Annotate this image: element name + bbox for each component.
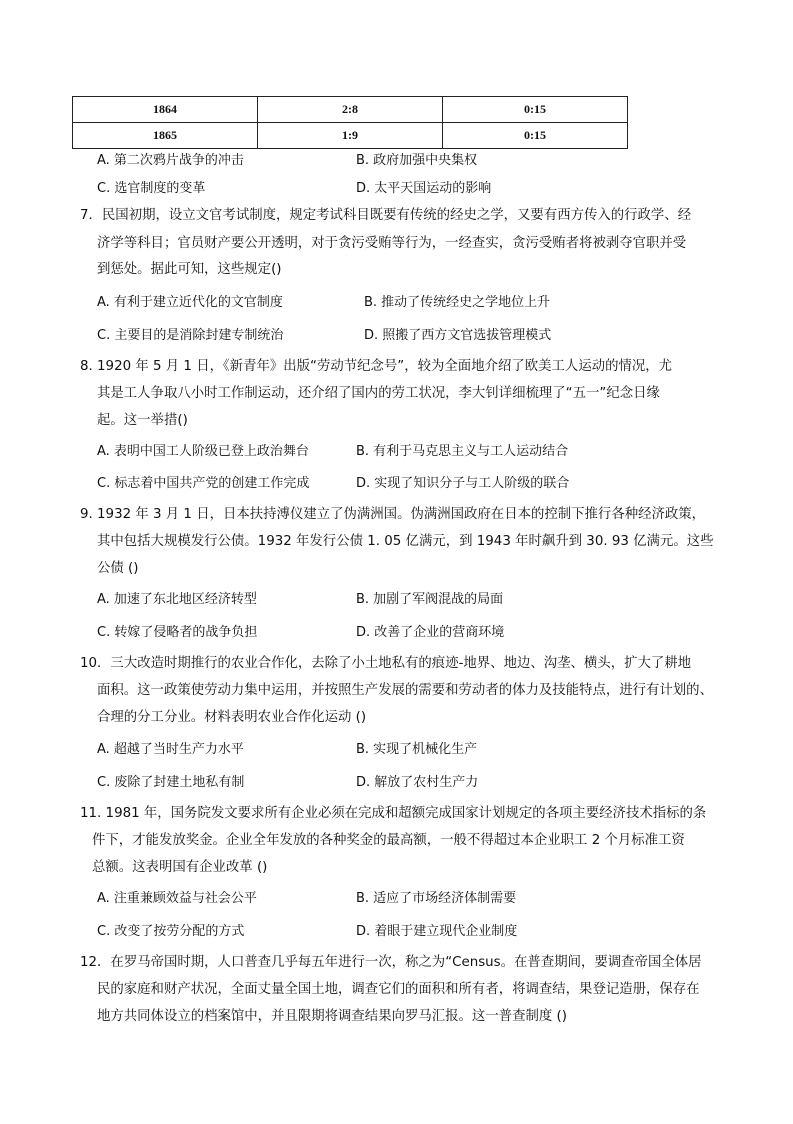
table-row bbox=[73, 97, 628, 123]
q10-option-b: B. 实现了机械化生产 bbox=[356, 742, 478, 757]
q8-stem-line: 其是工人争取八小时工作制运动，还介绍了国内的劳工状况，李大钊详细梳理了“五一”纪念日缘 bbox=[97, 386, 660, 401]
q9-option-c: C. 转嫁了侵略者的战争负担 bbox=[97, 625, 258, 640]
q8-stem-line: 起。这一举措() bbox=[97, 413, 188, 428]
q6-option-d: D. 太平天国运动的影响 bbox=[356, 181, 492, 196]
q11-stem-line: 总额。这表明国有企业改革 () bbox=[92, 860, 268, 875]
q11-option-d: D. 着眼于建立现代企业制度 bbox=[356, 924, 518, 939]
q6-option-b: B. 政府加强中央集权 bbox=[356, 153, 478, 168]
q7-stem-line: 到惩处。据此可知，这些规定() bbox=[97, 262, 282, 277]
q11-option-a: A. 注重兼顾效益与社会公平 bbox=[97, 891, 257, 906]
q8-option-c: C. 标志着中国共产党的创建工作完成 bbox=[97, 476, 310, 491]
q8-option-a: A. 表明中国工人阶级已登上政治舞台 bbox=[97, 444, 309, 459]
q9-option-d: D. 改善了企业的营商环境 bbox=[356, 625, 505, 640]
q11-stem-line: 件下，才能发放奖金。企业全年发放的各种奖金的最高额，一般不得超过本企业职工 2 个月标准工资 bbox=[92, 833, 685, 848]
q11-stem-line: 11. 1981 年，国务院发文要求所有企业必须在完成和超额完成国家计划规定的各项主要经济技术指标的条 bbox=[80, 806, 707, 821]
table-cell: 1864 bbox=[73, 97, 258, 123]
q11-option-c: C. 改变了按劳分配的方式 bbox=[97, 924, 245, 939]
q7-option-c: C. 主要目的是消除封建专制统治 bbox=[97, 328, 284, 343]
q7-option-d: D. 照搬了西方文官选拔管理模式 bbox=[364, 328, 552, 343]
table-row bbox=[73, 123, 628, 149]
table-cell: 1:9 bbox=[258, 123, 443, 149]
q9-stem-line: 其中包括大规模发行公债。1932 年发行公债 1. 05 亿满元，到 1943 年时飙升到 30. 93 亿满元。这些 bbox=[97, 534, 714, 549]
q10-option-d: D. 解放了农村生产力 bbox=[356, 775, 479, 790]
q7-option-a: A. 有利于建立近代化的文官制度 bbox=[97, 295, 283, 310]
q9-option-a: A. 加速了东北地区经济转型 bbox=[97, 592, 257, 607]
q6-option-a: A. 第二次鸦片战争的冲击 bbox=[97, 153, 244, 168]
q8-stem-line: 8. 1920 年 5 月 1 日，《新青年》出版“劳动节纪念号”，较为全面地介绍了欧美工人运动的情况，尤 bbox=[80, 359, 673, 374]
q12-stem-line: 地方共同体设立的档案馆中，并且限期将调查结果向罗马汇报。这一普查制度 () bbox=[97, 1009, 567, 1024]
table-cell: 2:8 bbox=[258, 97, 443, 123]
q10-stem-line: 10．三大改造时期推行的农业合作化，去除了小土地私有的痕迹-地界、地边、沟垄、横头，扩大了耕地 bbox=[80, 656, 692, 671]
q8-option-d: D. 实现了知识分子与工人阶级的联合 bbox=[356, 476, 570, 491]
data-table bbox=[72, 96, 628, 149]
q11-option-b: B. 适应了市场经济体制需要 bbox=[356, 891, 517, 906]
q9-option-b: B. 加剧了军阀混战的局面 bbox=[356, 592, 504, 607]
table-cell: 0:15 bbox=[443, 123, 628, 149]
q9-stem-line: 9. 1932 年 3 月 1 日，日本扶持溥仪建立了伪满洲国。伪满洲国政府在日本的控制下推行各种经济政策， bbox=[80, 507, 706, 522]
q8-option-b: B. 有利于马克思主义与工人运动结合 bbox=[356, 444, 569, 459]
table-cell: 1865 bbox=[73, 123, 258, 149]
q6-option-c: C. 选官制度的变革 bbox=[97, 181, 206, 196]
q9-stem-line: 公债 () bbox=[97, 561, 139, 576]
q7-stem-line: 济学等科目；官员财产要公开透明，对于贪污受贿等行为，一经查实，贪污受贿者将被剥夺官职并受 bbox=[97, 236, 687, 251]
q10-option-a: A. 超越了当时生产力水平 bbox=[97, 742, 244, 757]
q7-option-b: B. 推动了传统经史之学地位上升 bbox=[364, 295, 551, 310]
q12-stem-line: 民的家庭和财产状况，全面丈量全国土地，调查它们的面积和所有者，将调查结，果登记造册，保存在 bbox=[97, 982, 700, 997]
q10-stem-line: 面积。这一政策使劳动力集中运用，并按照生产发展的需要和劳动者的体力及技能特点，进行有计划的、 bbox=[97, 683, 713, 698]
table-cell: 0:15 bbox=[443, 97, 628, 123]
q10-stem-line: 合理的分工分业。材料表明农业合作化运动 () bbox=[97, 710, 367, 725]
q7-stem-line: 7．民国初期，设立文官考试制度，规定考试科目既要有传统的经史之学，又要有西方传入的行政学、经 bbox=[80, 208, 692, 223]
q12-stem-line: 12．在罗马帝国时期，人口普查几乎每五年进行一次，称之为“Census。在普查期间，要调查帝国全体居 bbox=[80, 955, 702, 970]
q10-option-c: C. 废除了封建土地私有制 bbox=[97, 775, 245, 790]
